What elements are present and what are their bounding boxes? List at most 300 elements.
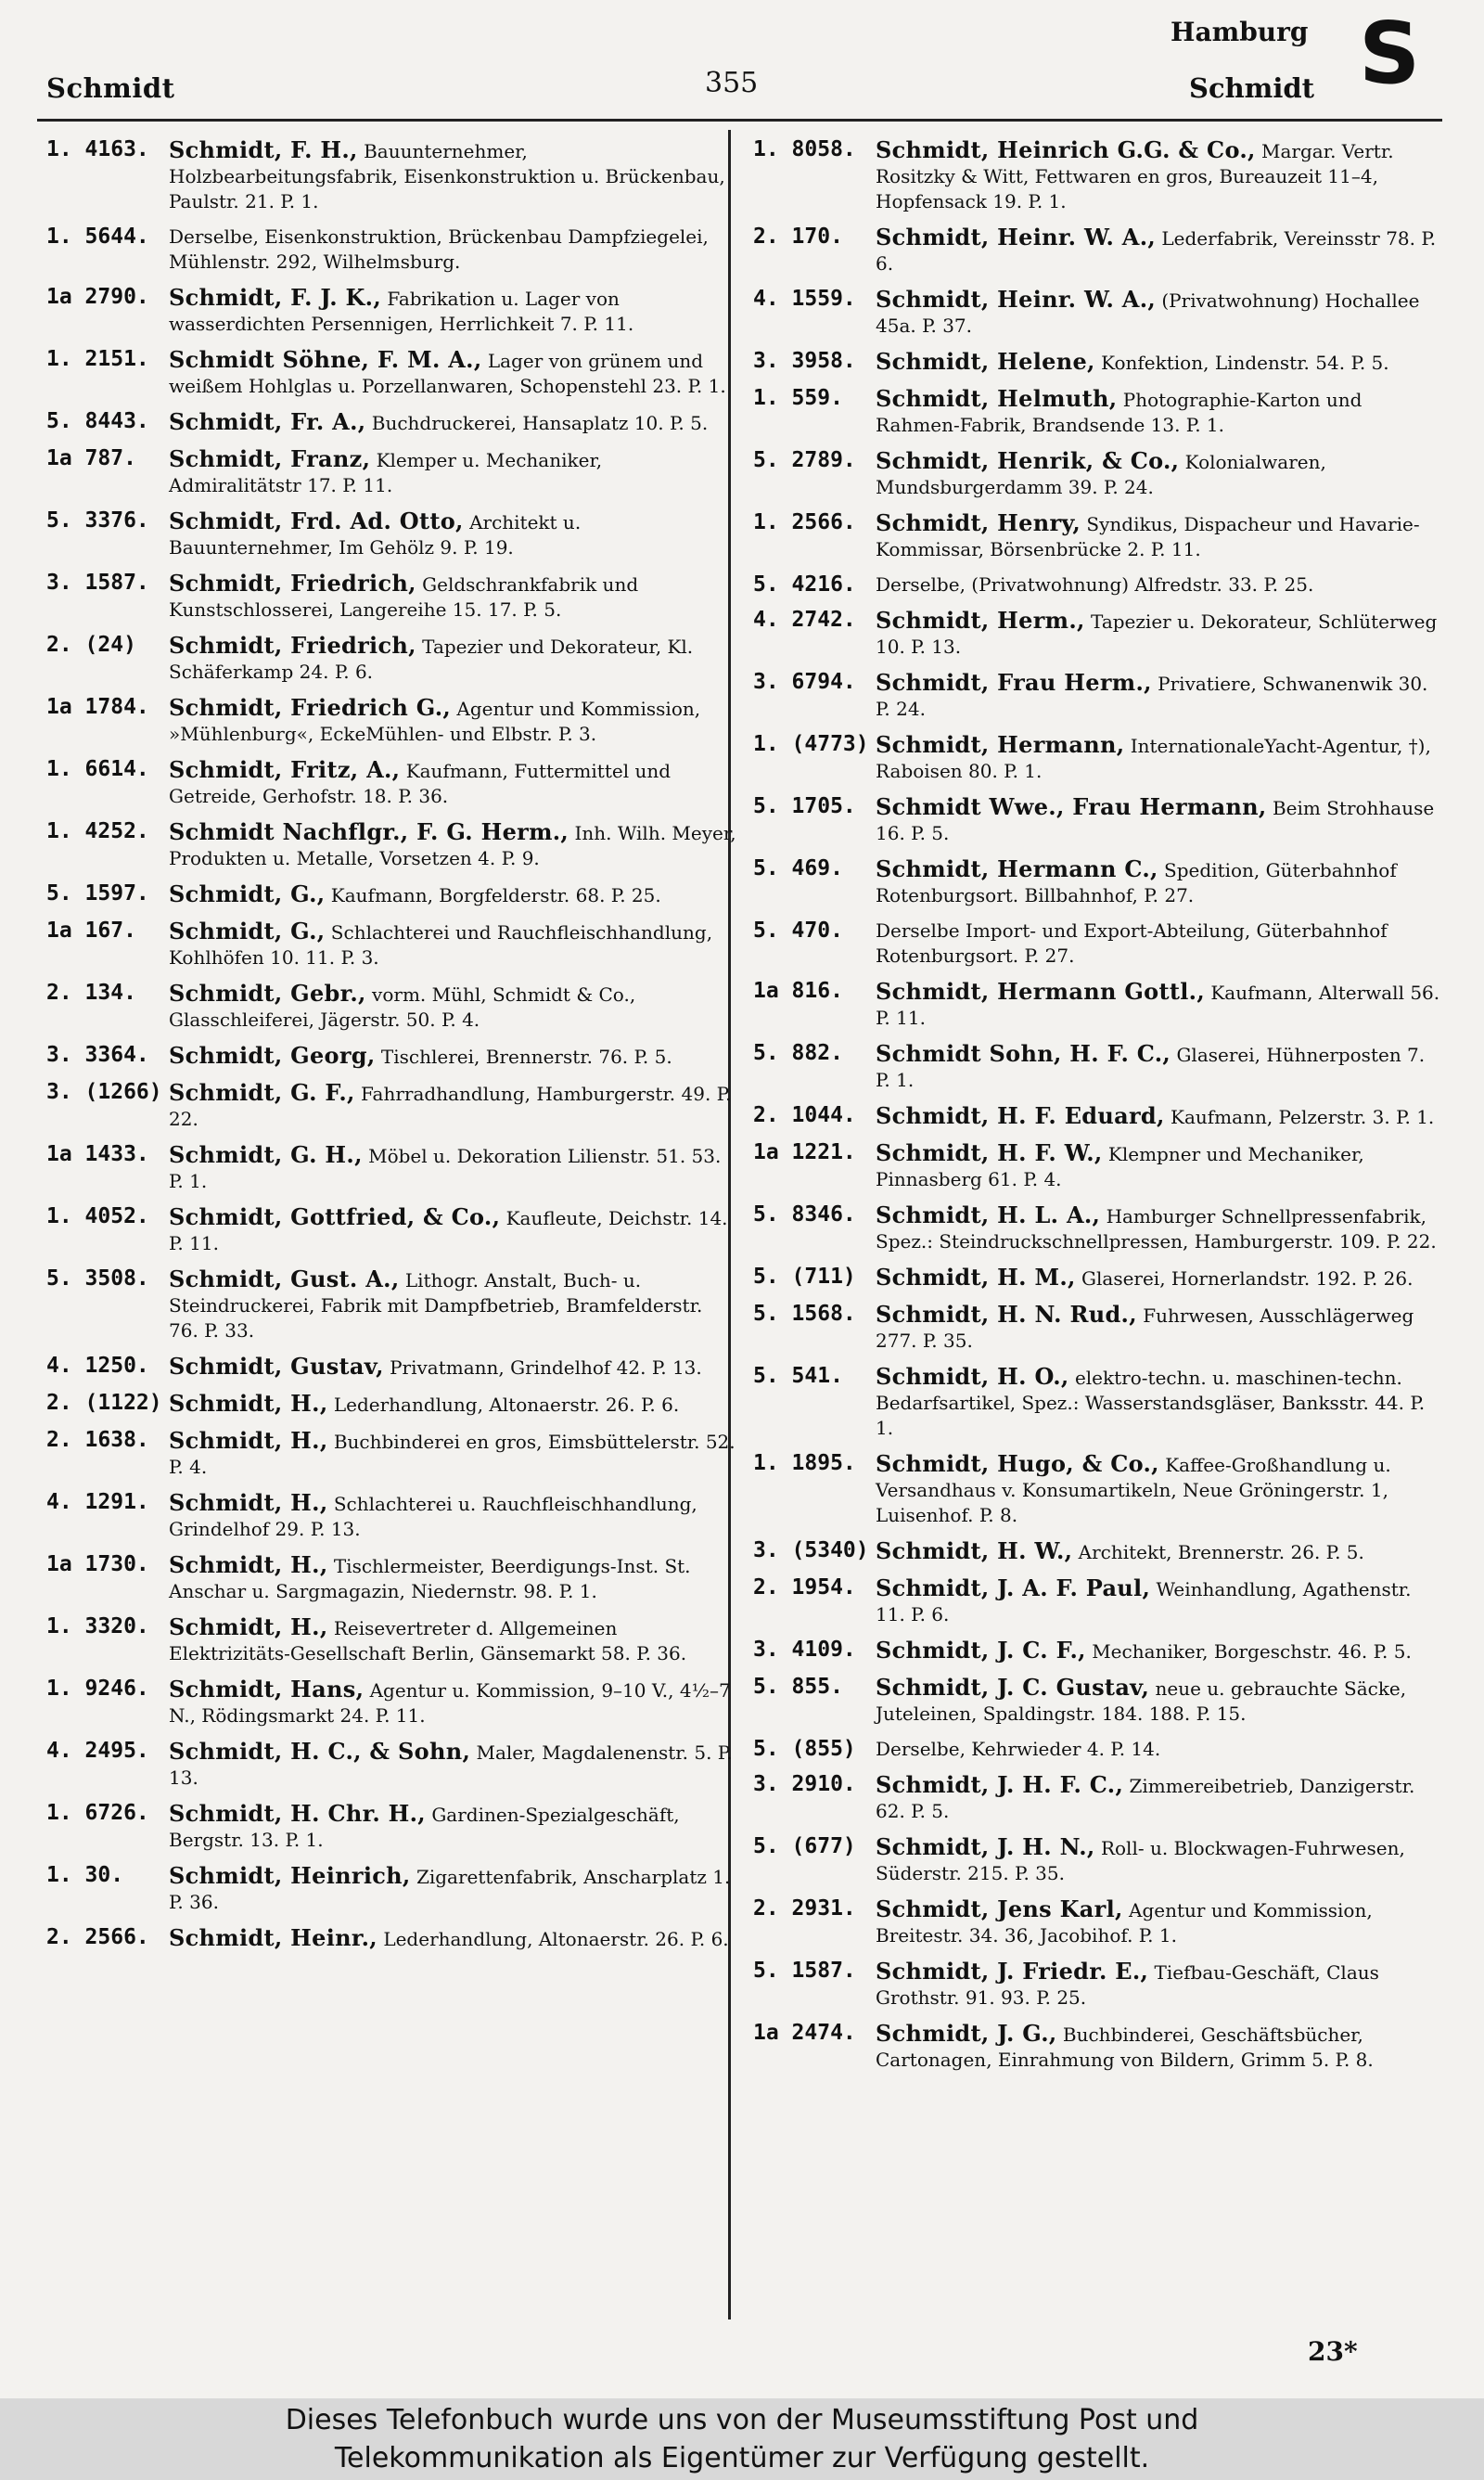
listing-entry (46, 981, 737, 1033)
entry-details: Hamburger Schnellpressenfabrik, Spez.: Steindruckschnellpressen, Hamburgerstr. 109. P. 22. (876, 1205, 1437, 1253)
phone-number: 1. 4163. (46, 137, 149, 161)
listing-entry (753, 979, 1444, 1031)
entry-body (876, 1772, 1444, 1824)
entry-details: Buchdruckerei, Hansaplatz 10. P. 5. (371, 412, 709, 434)
entry-body (876, 572, 1444, 598)
entry-details: Geldschrankfabrik und Kunstschlosserei, Langereihe 15. 17. P. 5. (169, 573, 639, 621)
listing-entry (753, 1265, 1444, 1291)
entry-details: Mechaniker, Borgeschstr. 46. P. 5. (1092, 1640, 1412, 1663)
subscriber-name: Schmidt, J. C. F., (876, 1637, 1086, 1664)
listing-entry (46, 137, 737, 214)
phone-number: 2. 2566. (46, 1925, 149, 1949)
listing-entry (46, 919, 737, 970)
entry-body (876, 1265, 1444, 1291)
entry-body (876, 794, 1444, 846)
phone-number: 3. 1587. (46, 571, 149, 595)
entry-details: Architekt u. Bauunternehmer, Im Gehölz 9. P. 19. (169, 511, 582, 559)
subscriber-name: Schmidt, H., (169, 1613, 328, 1640)
entry-details: Kaufmann, Futtermittel und Getreide, Gerhofstr. 18. P. 36. (169, 760, 672, 807)
subscriber-name: Schmidt, H. F. Eduard, (876, 1102, 1165, 1129)
subscriber-name: Schmidt, Fritz, A., (169, 756, 401, 783)
subscriber-name: Schmidt, J. C. Gustav, (876, 1674, 1150, 1701)
listing-entry (46, 1391, 737, 1418)
subscriber-name: Schmidt, G., (169, 880, 326, 907)
phone-number: 1. 4252. (46, 819, 149, 843)
entry-body (876, 919, 1444, 969)
phone-number: 3. 4109. (753, 1638, 856, 1662)
entry-details: Architekt, Brennerstr. 26. P. 5. (1078, 1541, 1364, 1563)
entry-details: Inh. Wilh. Meyer, Produkten u. Metalle, Vorsetzen 4. P. 9. (169, 822, 736, 869)
phone-number: 5. 3508. (46, 1266, 149, 1291)
entry-body (169, 1739, 737, 1791)
listing-entry (46, 695, 737, 747)
entry-body (876, 225, 1444, 276)
running-head-city: Hamburg (1171, 17, 1309, 47)
listing-entry (46, 1739, 737, 1791)
phone-number: 2. 1954. (753, 1575, 856, 1600)
entry-body (169, 695, 737, 747)
listing-entry (46, 1614, 737, 1666)
phone-number: 1a 1784. (46, 695, 149, 719)
subscriber-name: Schmidt, H. C., & Sohn, (169, 1738, 471, 1765)
phone-number: 4. 1250. (46, 1354, 149, 1378)
entry-body (169, 1428, 737, 1480)
subscriber-name: Schmidt, G. H., (169, 1141, 363, 1168)
phone-number: 2. 1044. (753, 1103, 856, 1127)
entry-details: Derselbe Import- und Export-Abteilung, Güterbahnhof Rotenburgsort. P. 27. (876, 919, 1388, 967)
entry-body (876, 1451, 1444, 1528)
entry-details: vorm. Mühl, Schmidt & Co., Glasschleiferei, Jägerstr. 50. P. 4. (169, 983, 636, 1031)
entry-details: Schlachterei u. Rauchfleischhandlung, Grindelhof 29. P. 13. (169, 1493, 697, 1540)
subscriber-name: Schmidt, Hans, (169, 1676, 365, 1703)
phone-number: 2. 134. (46, 981, 136, 1005)
phone-number: 3. 2910. (753, 1772, 856, 1796)
subscriber-name: Schmidt, J. H. F. C., (876, 1771, 1124, 1798)
listing-entry (46, 409, 737, 436)
entry-body (876, 386, 1444, 438)
entry-details: Tischlermeister, Beerdigungs-Inst. St. Anschar u. Sargmagazin, Niedernstr. 98. P. 1. (169, 1555, 691, 1602)
entry-body (876, 137, 1444, 214)
entry-body (169, 1863, 737, 1915)
listing-entry (46, 1490, 737, 1542)
phone-number: 1. 2566. (753, 510, 856, 534)
phone-number: 1. 8058. (753, 137, 856, 161)
phone-number: 2. (1122) (46, 1391, 162, 1415)
listing-entry (753, 349, 1444, 376)
listing-entry (753, 510, 1444, 562)
entry-body (876, 1638, 1444, 1664)
caption-line-1: Dieses Telefonbuch wurde uns von der Museumsstiftung Post und (285, 2404, 1199, 2436)
listing-entry (753, 1302, 1444, 1354)
subscriber-name: Schmidt, Henrik, & Co., (876, 447, 1180, 474)
subscriber-name: Schmidt, J. A. F. Paul, (876, 1574, 1151, 1601)
listing-entry (46, 1863, 737, 1915)
phone-number: 5. 470. (753, 919, 843, 943)
subscriber-name: Schmidt, Fr. A., (169, 408, 366, 435)
phone-number: 2. 1638. (46, 1428, 149, 1452)
entry-details: Tapezier u. Dekorateur, Schlüterweg 10. P. 13. (876, 610, 1438, 658)
entry-body (876, 349, 1444, 376)
entry-body (876, 1538, 1444, 1565)
subscriber-name: Schmidt Söhne, F. M. A., (169, 346, 482, 373)
entry-details: Glaserei, Hornerlandstr. 192. P. 26. (1081, 1267, 1414, 1290)
entry-body (169, 1490, 737, 1542)
listing-entry (753, 1959, 1444, 2011)
entry-details: (Privatwohnung) Hochallee 45a. P. 37. (876, 289, 1420, 337)
subscriber-name: Schmidt, F. J. K., (169, 284, 381, 311)
subscriber-name: Schmidt, Hermann, (876, 731, 1125, 758)
listing-entry (753, 1140, 1444, 1192)
listing-entry (753, 1103, 1444, 1130)
subscriber-name: Schmidt, G., (169, 918, 326, 944)
entry-body (169, 757, 737, 809)
entry-body (876, 1103, 1444, 1130)
phone-number: 2. 2931. (753, 1896, 856, 1921)
subscriber-name: Schmidt, Friedrich, (169, 570, 416, 597)
entry-details: Tiefbau-Geschäft, Claus Grothstr. 91. 93. P. 25. (876, 1961, 1379, 2009)
subscriber-name: Schmidt, G. F., (169, 1079, 355, 1106)
entry-body (876, 448, 1444, 500)
subscriber-name: Schmidt, Helene, (876, 348, 1095, 375)
entry-body (876, 856, 1444, 908)
entry-details: InternationaleYacht-Agentur, †), Raboisen 80. P. 1. (876, 735, 1431, 782)
subscriber-name: Schmidt, Hermann Gottl., (876, 978, 1205, 1005)
entry-body (169, 508, 737, 560)
phone-number: 3. (1266) (46, 1080, 162, 1104)
subscriber-name: Schmidt, J. Friedr. E., (876, 1958, 1149, 1985)
entry-body (169, 1204, 737, 1256)
phone-number: 1. (4773) (753, 732, 869, 756)
entry-details: Möbel u. Dekoration Lilienstr. 51. 53. P. 1. (169, 1145, 722, 1192)
phone-number: 5. 2789. (753, 448, 856, 472)
entry-details: Kaufleute, Deichstr. 14. P. 11. (169, 1207, 728, 1254)
subscriber-name: Schmidt Wwe., Frau Hermann, (876, 793, 1267, 820)
listing-entry (753, 1364, 1444, 1441)
entry-body (876, 2021, 1444, 2073)
listing-entry (46, 1043, 737, 1070)
entry-body (876, 1041, 1444, 1093)
entry-details: Lederhandlung, Altonaerstr. 26. P. 6. (333, 1394, 680, 1416)
entry-body (169, 1552, 737, 1604)
listing-entry (753, 732, 1444, 784)
subscriber-name: Schmidt, Gebr., (169, 980, 366, 1007)
listing-entry (46, 1677, 737, 1728)
phone-number: 1. 559. (753, 386, 843, 410)
entry-body (169, 819, 737, 871)
entry-body (169, 1043, 737, 1070)
entry-details: Lager von grünem und weißem Hohlglas u. Porzellanwaren, Schopenstehl 23. P. 1. (169, 350, 726, 397)
listing-entry (753, 1202, 1444, 1254)
entry-body (169, 1614, 737, 1666)
listing-entry (753, 572, 1444, 598)
subscriber-name: Schmidt, H., (169, 1390, 328, 1417)
entry-body (169, 633, 737, 685)
subscriber-name: Schmidt, Friedrich G., (169, 694, 452, 721)
entry-details: Lithogr. Anstalt, Buch- u. Steindruckerei, Fabrik mit Dampfbetrieb, Bramfelderstr. 76. P. 33. (169, 1269, 703, 1342)
listing-entry (753, 794, 1444, 846)
entry-body (169, 981, 737, 1033)
listing-entry (46, 571, 737, 623)
entry-details: Margar. Vertr. Rositzky & Witt, Fettwaren en gros, Bureauzeit 11–4, Hopfensack 19. P. 1. (876, 140, 1394, 212)
phone-number: 1a 1433. (46, 1142, 149, 1166)
subscriber-name: Schmidt, H. L. A., (876, 1201, 1101, 1228)
entry-details: Buchbinderei, Geschäftsbücher, Cartonagen, Einrahmung von Bildern, Grimm 5. P. 8. (876, 2024, 1374, 2071)
entry-details: Klemper u. Mechaniker, Admiralitätstr 17. P. 11. (169, 449, 603, 496)
subscriber-name: Schmidt Sohn, H. F. C., (876, 1040, 1171, 1067)
listing-entry (46, 819, 737, 871)
subscriber-name: Schmidt, H., (169, 1427, 328, 1454)
entry-body (169, 1925, 737, 1952)
listing-entry (753, 1451, 1444, 1528)
listing-entry (46, 225, 737, 275)
right-column (753, 137, 1444, 2083)
subscriber-name: Schmidt, Heinrich G.G. & Co., (876, 136, 1256, 163)
phone-number: 5. (855) (753, 1737, 856, 1761)
entry-details: Tapezier und Dekorateur, Kl. Schäferkamp 24. P. 6. (169, 636, 694, 683)
entry-body (169, 571, 737, 623)
listing-entry (753, 137, 1444, 214)
entry-details: Agentur u. Kommission, 9–10 V., 4½–7 N., Rödingsmarkt 24. P. 11. (169, 1679, 731, 1727)
subscriber-name: Schmidt, Hugo, & Co., (876, 1450, 1159, 1477)
entry-body (169, 347, 737, 399)
entry-body (876, 1140, 1444, 1192)
entry-details: Derselbe, Kehrwieder 4. P. 14. (876, 1738, 1161, 1760)
listing-entry (753, 1638, 1444, 1664)
listing-entry (753, 1041, 1444, 1093)
subscriber-name: Schmidt, J. G., (876, 2020, 1057, 2047)
phone-number: 1a 1730. (46, 1552, 149, 1576)
entry-body (876, 732, 1444, 784)
entry-body (169, 285, 737, 337)
phone-number: 1. 30. (46, 1863, 124, 1887)
phone-number: 3. 3364. (46, 1043, 149, 1067)
entry-body (876, 1959, 1444, 2011)
entry-details: Maler, Magdalenenstr. 5. P. 13. (169, 1741, 733, 1789)
subscriber-name: Schmidt, Helmuth, (876, 385, 1118, 412)
entry-body (169, 1354, 737, 1381)
subscriber-name: Schmidt, Franz, (169, 445, 371, 472)
subscriber-name: Schmidt, Georg, (169, 1042, 376, 1069)
entry-details: Fuhrwesen, Ausschlägerweg 277. P. 35. (876, 1304, 1414, 1352)
entry-body (876, 979, 1444, 1031)
phone-number: 5. 1597. (46, 881, 149, 906)
phone-number: 3. 3958. (753, 349, 856, 373)
listing-entry (753, 919, 1444, 969)
listing-entry (753, 1675, 1444, 1727)
listing-entry (753, 1538, 1444, 1565)
subscriber-name: Schmidt, Hermann C., (876, 855, 1158, 882)
phone-number: 4. 1291. (46, 1490, 149, 1514)
entry-details: Kaufmann, Borgfelderstr. 68. P. 25. (330, 884, 661, 906)
subscriber-name: Schmidt, Frd. Ad. Otto, (169, 508, 464, 534)
entry-details: Kaffee-Großhandlung u. Versandhaus v. Konsumartikeln, Neue Gröningerstr. 1, Luisenhof. P. 8. (876, 1454, 1391, 1526)
phone-number: 5. 3376. (46, 508, 149, 533)
phone-number: 1. 6614. (46, 757, 149, 781)
entry-body (876, 1896, 1444, 1948)
listing-entry (46, 633, 737, 685)
entry-body (876, 1675, 1444, 1727)
listing-entry (46, 1080, 737, 1132)
entry-details: Zimmereibetrieb, Danzigerstr. 62. P. 5. (876, 1775, 1415, 1822)
listing-entry (46, 1801, 737, 1853)
subscriber-name: Schmidt, H. O., (876, 1363, 1069, 1390)
entry-body (169, 1801, 737, 1853)
subscriber-name: Schmidt, Heinr., (169, 1924, 377, 1951)
phone-number: 1. 9246. (46, 1677, 149, 1701)
archive-caption (0, 2398, 1484, 2480)
phone-number: 1a 2474. (753, 2021, 856, 2045)
entry-details: Bauunternehmer, Holzbearbeitungsfabrik, Eisenkonstruktion u. Brückenbau, Paulstr. 21. P. 1. (169, 140, 725, 212)
subscriber-name: Schmidt, H. Chr. H., (169, 1800, 426, 1827)
listing-entry (753, 2021, 1444, 2073)
phone-number: 5. 469. (753, 856, 843, 880)
subscriber-name: Schmidt, H., (169, 1551, 328, 1578)
listing-entry (753, 1896, 1444, 1948)
listing-entry (753, 608, 1444, 660)
entry-body (169, 1142, 737, 1194)
phone-number: 3. 6794. (753, 670, 856, 694)
entry-body (169, 919, 737, 970)
listing-entry (46, 1266, 737, 1343)
phone-number: 1. 3320. (46, 1614, 149, 1638)
phone-number: 1. 4052. (46, 1204, 149, 1228)
entry-body (876, 287, 1444, 339)
phone-number: 5. 1587. (753, 1959, 856, 1983)
listing-entry (46, 881, 737, 908)
entry-details: Spedition, Güterbahnhof Rotenburgsort. Billbahnhof, P. 27. (876, 859, 1397, 906)
entry-details: Schlachterei und Rauchfleischhandlung, Kohlhöfen 10. 11. P. 3. (169, 921, 713, 969)
listing-entry (753, 386, 1444, 438)
entry-body (169, 1080, 737, 1132)
subscriber-name: Schmidt, Gust. A., (169, 1266, 400, 1292)
phone-number: 4. 2495. (46, 1739, 149, 1763)
phone-number: 5. 1568. (753, 1302, 856, 1326)
phone-number: 5. 855. (753, 1675, 843, 1699)
subscriber-name: Schmidt, H. N. Rud., (876, 1301, 1137, 1328)
subscriber-name: Schmidt, Friedrich, (169, 632, 416, 659)
entry-details: Beim Strohhause 16. P. 5. (876, 797, 1435, 844)
entry-details: Privatmann, Grindelhof 42. P. 13. (390, 1356, 702, 1379)
phone-number: 5. (677) (753, 1834, 856, 1858)
phone-number: 5. (711) (753, 1265, 856, 1289)
subscriber-name: Schmidt, H. F. W., (876, 1139, 1103, 1166)
listing-entry (46, 1354, 737, 1381)
listing-entry (46, 446, 737, 498)
phone-number: 1. 6726. (46, 1801, 149, 1825)
phone-number: 1a 816. (753, 979, 843, 1003)
phone-number: 1. 2151. (46, 347, 149, 371)
entry-details: elektro-techn. u. maschinen-techn. Bedarfsartikel, Spez.: Wasserstandsgläser, Banksstr. 44. P. 1. (876, 1367, 1426, 1439)
phone-number: 1a 787. (46, 446, 136, 470)
entry-body (876, 510, 1444, 562)
entry-body (876, 1737, 1444, 1762)
subscriber-name: Schmidt, Henry, (876, 509, 1081, 536)
entry-details: Derselbe, Eisenkonstruktion, Brückenbau Dampfziegelei, Mühlenstr. 292, Wilhelmsburg. (169, 225, 709, 273)
listing-entry (753, 1575, 1444, 1627)
subscriber-name: Schmidt, Herm., (876, 607, 1085, 634)
subscriber-name: Schmidt, J. H. N., (876, 1833, 1095, 1860)
page-number: 355 (705, 67, 759, 99)
entry-body (876, 608, 1444, 660)
entry-body (169, 1266, 737, 1343)
running-head-left: Schmidt (46, 72, 175, 104)
signature-mark: 23* (1308, 2336, 1358, 2367)
subscriber-name: Schmidt, Heinrich, (169, 1862, 411, 1889)
entry-details: Kaufmann, Alterwall 56. P. 11. (876, 982, 1440, 1029)
phone-number: 3. (5340) (753, 1538, 869, 1562)
phone-number: 1a 167. (46, 919, 136, 943)
listing-entry (46, 1925, 737, 1952)
entry-body (169, 225, 737, 275)
entry-details: Roll- u. Blockwagen-Fuhrwesen, Süderstr. 215. P. 35. (876, 1837, 1405, 1884)
subscriber-name: Schmidt, F. H., (169, 136, 358, 163)
listing-entry (753, 1834, 1444, 1886)
listing-entry (753, 448, 1444, 500)
entry-body (876, 670, 1444, 722)
subscriber-name: Schmidt, H. W., (876, 1537, 1073, 1564)
entry-details: Lederfabrik, Vereinsstr 78. P. 6. (876, 227, 1437, 275)
phone-number: 2. 170. (753, 225, 843, 249)
subscriber-name: Schmidt, H. M., (876, 1264, 1076, 1291)
phone-number: 2. (24) (46, 633, 136, 657)
entry-body (876, 1202, 1444, 1254)
entry-body (169, 881, 737, 908)
phone-number: 4. 1559. (753, 287, 856, 311)
entry-details: Privatiere, Schwanenwik 30. P. 24. (876, 673, 1428, 720)
subscriber-name: Schmidt, Jens Karl, (876, 1895, 1123, 1922)
phone-number: 5. 541. (753, 1364, 843, 1388)
subscriber-name: Schmidt, Gustav, (169, 1353, 384, 1380)
entry-details: Syndikus, Dispacheur und Havarie-Kommissar, Börsenbrücke 2. P. 11. (876, 513, 1420, 560)
letter-tab: S (1359, 4, 1421, 103)
entry-body (876, 1364, 1444, 1441)
listing-entry (753, 856, 1444, 908)
listing-entry (46, 1428, 737, 1480)
listing-entry (753, 670, 1444, 722)
subscriber-name: Schmidt, Heinr. W. A., (876, 286, 1157, 313)
listing-entry (753, 1772, 1444, 1824)
entry-body (876, 1302, 1444, 1354)
entry-details: Klempner und Mechaniker, Pinnasberg 61. P. 4. (876, 1143, 1364, 1190)
running-head-right: Schmidt (1189, 72, 1315, 104)
subscriber-name: Schmidt, Frau Herm., (876, 669, 1152, 696)
phone-number: 5. 8443. (46, 409, 149, 433)
listing-entry (753, 225, 1444, 276)
entry-details: Glaserei, Hühnerposten 7. P. 1. (876, 1044, 1426, 1091)
phone-number: 1a 1221. (753, 1140, 856, 1164)
phone-number: 5. 8346. (753, 1202, 856, 1227)
subscriber-name: Schmidt, Gottfried, & Co., (169, 1203, 501, 1230)
entry-body (876, 1575, 1444, 1627)
entry-details: Konfektion, Lindenstr. 54. P. 5. (1101, 352, 1389, 374)
phone-number: 1. 5644. (46, 225, 149, 249)
entry-details: Gardinen-Spezialgeschäft, Bergstr. 13. P. 1. (169, 1804, 680, 1851)
subscriber-name: Schmidt, Heinr. W. A., (876, 224, 1157, 251)
entry-details: Agentur und Kommission, »Mühlenburg«, EckeMühlen- und Elbstr. P. 3. (169, 698, 701, 745)
listing-entry (46, 1204, 737, 1256)
left-column (46, 137, 737, 1962)
listing-entry (46, 1142, 737, 1194)
entry-details: Photographie-Karton und Rahmen-Fabrik, Brandsende 13. P. 1. (876, 389, 1362, 436)
entry-body (169, 446, 737, 498)
listing-entry (46, 757, 737, 809)
entry-details: Zigarettenfabrik, Anscharplatz 1. P. 36. (169, 1866, 731, 1913)
entry-body (169, 137, 737, 214)
listing-entry (753, 287, 1444, 339)
phone-number: 5. 882. (753, 1041, 843, 1065)
entry-details: Tischlerei, Brennerstr. 76. P. 5. (380, 1046, 672, 1068)
entry-body (169, 409, 737, 436)
